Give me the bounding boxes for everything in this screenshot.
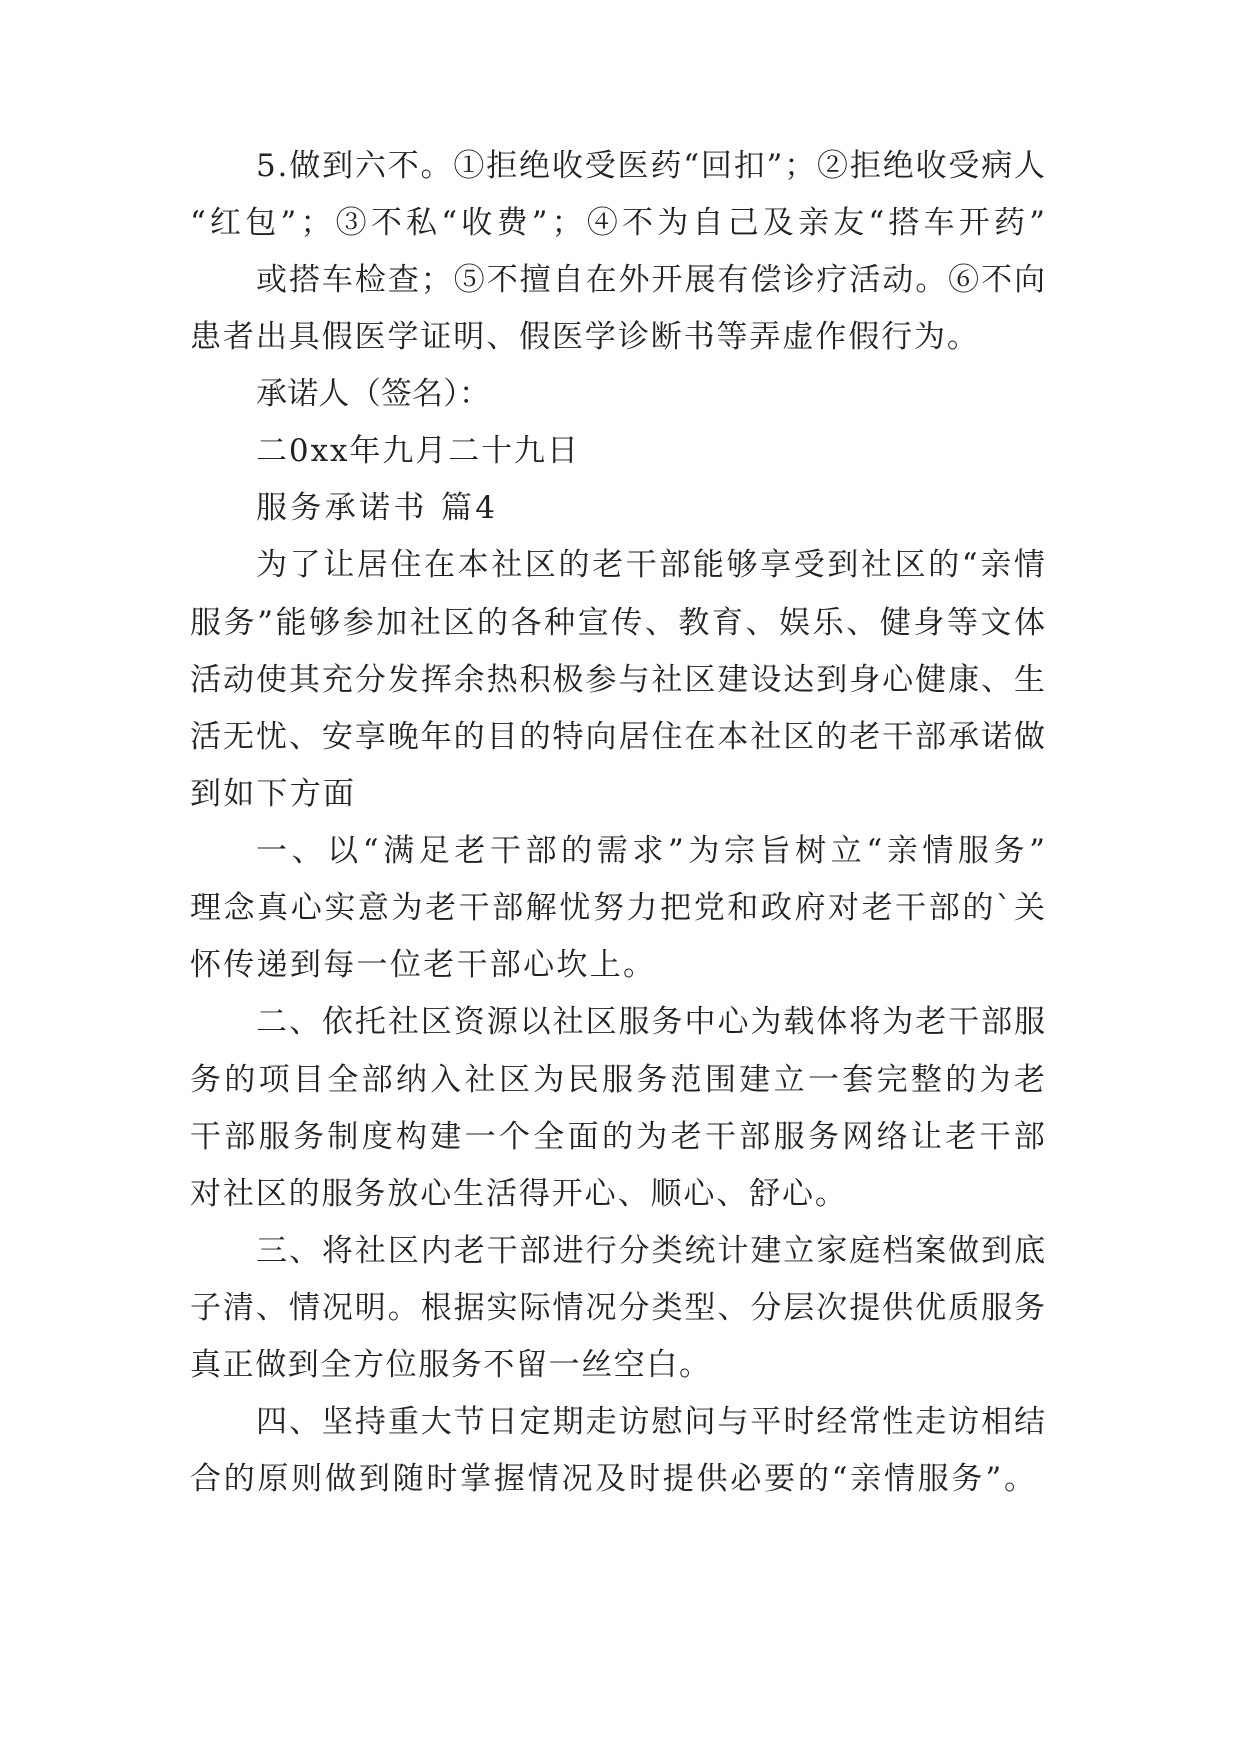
text-line: 务的项目全部纳入社区为民服务范围建立一套完整的为老 <box>190 1062 1049 1098</box>
text-line: 二、依托社区资源以社区服务中心为载体将为老干部服 <box>256 1004 1048 1040</box>
text-line: 干部服务制度构建一个全面的为老干部服务网络让老干部 <box>190 1119 1049 1155</box>
section-heading: 服务承诺书 篇4 <box>256 490 499 526</box>
text-line: 患者出具假医学证明、假医学诊断书等弄虚作假行为。 <box>190 319 980 355</box>
text-line: 对社区的服务放心生活得开心、顺心、舒心。 <box>190 1176 848 1212</box>
text-line: 四、坚持重大节日定期走访慰问与平时经常性走访相结 <box>256 1404 1048 1440</box>
text-line: 活无忧、安享晚年的目的特向居住在本社区的老干部承诺做 <box>190 719 1047 755</box>
text-line: 服务”能够参加社区的各种宣传、教育、娱乐、健身等文体 <box>190 605 1048 641</box>
signature-label: 承诺人（签名）： <box>256 376 491 412</box>
text-line: 5.做到六不。①拒绝收受医药“回扣”；②拒绝收受病人 <box>256 148 1047 184</box>
text-line: 活动使其充分发挥余热积极参与社区建设达到身心健康、生 <box>190 662 1047 698</box>
text-line: 真正做到全方位服务不留一丝空白。 <box>190 1347 712 1383</box>
date-line: 二0xx年九月二十九日 <box>256 433 580 469</box>
text-line: 子清、情况明。根据实际情况分类型、分层次提供优质服务 <box>190 1290 1047 1326</box>
text-line: 怀传递到每一位老干部心坎上。 <box>190 947 657 983</box>
text-line: 或搭车检查；⑤不擅自在外开展有偿诊疗活动。⑥不向 <box>256 262 1048 298</box>
text-line: 理念真心实意为老干部解忧努力把党和政府对老干部的`关 <box>190 890 1048 926</box>
text-line: 一、以“满足老干部的需求”为宗旨树立“亲情服务” <box>256 833 1050 869</box>
text-line: 合的原则做到随时掌握情况及时提供必要的“亲情服务”。 <box>190 1461 1038 1497</box>
text-line: 到如下方面 <box>190 776 357 812</box>
text-line: 三、将社区内老干部进行分类统计建立家庭档案做到底 <box>256 1233 1048 1269</box>
text-line: 为了让居住在本社区的老干部能够享受到社区的“亲情 <box>256 547 1048 583</box>
text-line: “红包”；③不私“收费”；④不为自己及亲友“搭车开药” <box>190 205 1050 241</box>
